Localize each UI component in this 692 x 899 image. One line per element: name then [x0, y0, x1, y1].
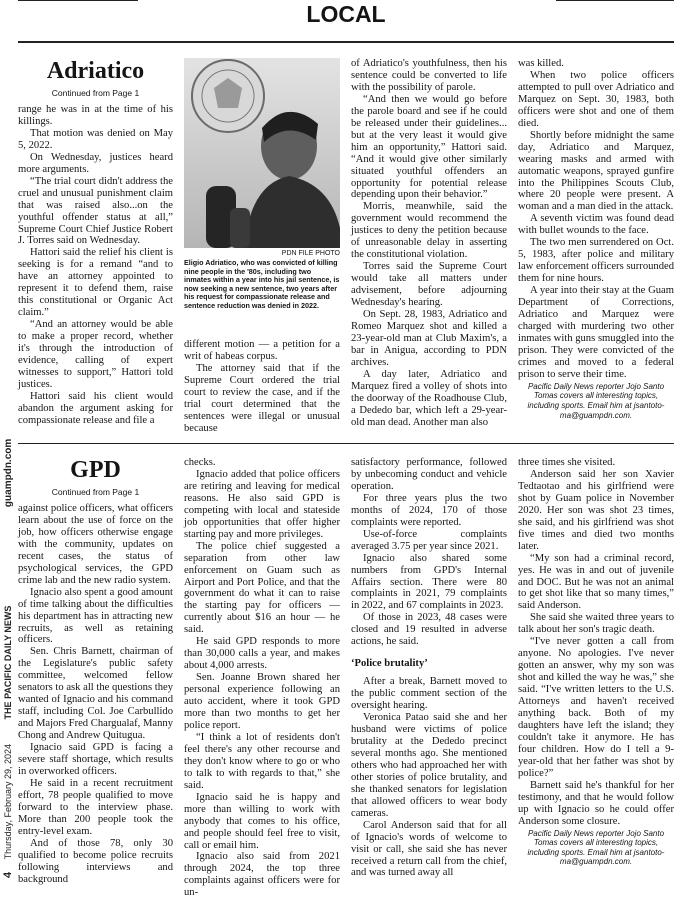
story2-col2	[184, 457, 340, 899]
paper-name: THE PACIFIC DAILY NEWS	[3, 605, 13, 720]
story2-paragraph: He said GPD responds to more than 30,000 calls a year, and makes about 4,000 arrests.	[184, 636, 340, 672]
story1-paragraph: On Sept. 28, 1983, Adriatico and Romeo Marquez shot and killed a 23-year-old man at Club Maxim's, a bar in Anigua, according to PDN archives.	[351, 309, 507, 368]
story2-paragraph: Anderson said her son Xavier Tedtaotao and his girlfriend were shot by Guam police in November 2020. Her son was shot 23 times, she said, and his girlfriend was shot five times and died two months later.	[518, 468, 674, 552]
story2-paragraph: “My son had a criminal record, yes. He was in and out of juvenile and DOC. But he was not an animal to get shot like that so many times,” said Anderson.	[518, 552, 674, 612]
masthead-rule-bottom	[18, 41, 674, 43]
story2-paragraph: “I think a lot of residents don't feel there's any other recourse and they don't know where to go or who to talk to with regards to that,” she said.	[184, 731, 340, 791]
story1-paragraph: A day later, Adriatico and Marquez fired a volley of shots into the doorway of the Roadhouse Club, a Dededo bar, which left a 29-year-old man dead. Another man also	[351, 368, 507, 428]
story1-paragraph: The two men surrendered on Oct. 5, 1983, after police and military law enforcement officers surrounded them for nine hours.	[518, 237, 674, 285]
story1-col4	[518, 58, 674, 420]
story2-continued: Continued from Page 1	[51, 487, 140, 497]
story1-paragraph: Hattori said his client would abandon the argument asking for compassionate release and file a	[18, 390, 173, 426]
photo-illustration	[184, 58, 340, 248]
story2-paragraph: For three years plus the two months of 2024, 170 of those complaints were reported.	[351, 492, 507, 528]
story2-headline: GPD	[70, 457, 121, 483]
story1-paragraph: The attorney said that if the Supreme Court ordered the trial court to review the case, and if the trial court determined that the sentences were illegal or unusual because	[184, 362, 340, 434]
story2-paragraph: “I've never gotten a call from anyone. No apologies. I've never gotten an answer, why my son was shot and killed the way he was,” she said. “I've written letters to the U.S. Attorneys and haven't received anything back. Both of my daughters have left the island; they couldn't take it anymore. He has four children. How do I tell a 9-year-old that her father was shot by police?”	[518, 636, 674, 779]
section-title: LOCAL	[306, 1, 386, 27]
edition-date: Thursday, February 29, 2024	[3, 743, 13, 860]
story1-paragraph: On Wednesday, justices heard more arguments.	[18, 151, 173, 175]
story1-paragraph: Hattori said the relief his client is seeking is for a remand “and to have an attorney appointed to represent it to defend them, raise this constitutional or Organic Act claim.”	[18, 247, 173, 319]
story2-paragraph: Ignacio also shared some numbers from GPD's Internal Affairs section. There were 80 complaints in 2021, 79 complaints in 2022, and 67 complaints in 2023.	[351, 552, 507, 612]
story1-col1	[18, 58, 173, 427]
story1-reporter-credit: Pacific Daily News reporter Jojo Santo Tomas covers all interesting topics, including sports. Email him at jsantoto-ma@guampdn.com.	[527, 381, 665, 420]
story2-paragraph: And of those 78, only 30 qualified to become police recruits following interviews and background	[18, 837, 173, 885]
story1-continued: Continued from Page 1	[51, 88, 140, 98]
story1-paragraph: Torres said the Supreme Court would take all matters under advisement, before adjourning Wednesday's hearing.	[351, 261, 507, 309]
story1-paragraph: “The trial court didn't address the cruel and unusual punishment claim that was raised also...on the youthful offender status at all,” Supreme Court Chief Justice Robert J. Torres said on Wednesday.	[18, 175, 173, 247]
story2-col3	[351, 457, 507, 879]
story2-paragraph: She said she waited three years to talk about her son's tragic death.	[518, 612, 674, 636]
story2-paragraph: Ignacio said he is happy and more than willing to work with anybody that comes to his office, and people should feel free to visit, call or email him.	[184, 791, 340, 851]
story1-col3	[351, 58, 507, 429]
story2-reporter-credit: Pacific Daily News reporter Jojo Santo Tomas covers all interesting topics, including sports. Email him at jsantoto-ma@guampdn.com.	[527, 828, 665, 867]
story1-paragraph: Shortly before midnight the same day, Adriatico and Marquez, wearing masks and armed with automatic weapons, sprayed gunfire into the Philippines Scouts Club, where 20 people were present. A woman and a man died in the attack.	[518, 129, 674, 213]
story1-paragraph: When two police officers attempted to pull over Adriatico and Marquez on Sept. 30, 1983, both officers were shot and one of them died.	[518, 69, 674, 129]
page-number: 4	[2, 871, 14, 878]
story2-paragraph: Ignacio said GPD is facing a severe staff shortage, which results in overworked officers.	[18, 742, 173, 777]
story1-paragraph: of Adriatico's youthfulness, then his sentence could be converted to life with the possibility of parole.	[351, 58, 507, 93]
story2-paragraph: Barnett said he's thankful for her testimony, and that he would follow up with Ignacio so he could offer Anderson some closure.	[518, 779, 674, 827]
story1-paragraph: A seventh victim was found dead with bullet wounds to the face.	[518, 213, 674, 237]
photo-caption: Eligio Adriatico, who was convicted of killing nine people in the '80s, including two inmates within a year into his jail sentence, is now seeking a new sentence, two years after his request for compassionate release and sentence reduction was denied in 2022.	[184, 258, 340, 310]
story2-paragraph: Ignacio added that police officers are retiring and leaving for medical reasons. He also said GPD is competing with local and stateside job opportunities that offer higher starting pay and more privileges.	[184, 468, 340, 540]
site-url: guampdn.com	[3, 438, 14, 508]
story1-headline: Adriatico	[46, 58, 145, 84]
story2-col1	[18, 457, 173, 886]
story2-paragraph: satisfactory performance, followed by unbecoming conduct and vehicle operation.	[351, 457, 507, 492]
story1-paragraph: That motion was denied on May 5, 2022.	[18, 127, 173, 151]
story2-paragraph: three times she visited.	[518, 457, 616, 468]
story1-paragraph: Morris, meanwhile, said the government would recommend the justices to deny the petition because of unreasonable delay in asserting the constitutional violation.	[351, 201, 507, 261]
story1-paragraph: was killed.	[518, 58, 564, 69]
story2-subhead: ‘Police brutality’	[351, 658, 428, 670]
story1-paragraph: A year into their stay at the Guam Department of Corrections, Adriatico and Marquez were charged with murdering two other inmates with guns smuggled into the prison. They were convicted of the crimes and moved to a federal prison to serve their time.	[518, 285, 674, 380]
story2-paragraph: Veronica Patao said she and her husband were victims of police brutality at the Dededo precinct several months ago. She mentioned others who had approached her with other stories of police brutality, and she thanked senators for legislation that allowed officers to wear body cameras.	[351, 712, 507, 819]
story2-paragraph: The police chief suggested a separation from other law enforcement on Guam such as Airport and Port Police, and that the government do what it can to raise the starting pay for officers — currently about $16 an hour — he said.	[184, 540, 340, 636]
story2-paragraph: Use-of-force complaints averaged 3.75 per year since 2021.	[351, 528, 507, 552]
story2-paragraph: Of those in 2023, 48 cases were closed and 19 resulted in adverse actions, he said.	[351, 612, 507, 648]
story2-paragraph: Sen. Chris Barnett, chairman of the Legislature's public safety committee, welcomed fellow senators to ask all the questions they wanted of Ignacio and his command staff, including Col. Joe Carbullido and Majors Fred Chargualaf, Manny Chong and Andrew Quitugua.	[18, 646, 173, 742]
story1-col2	[184, 339, 340, 435]
story2-paragraph: Ignacio also said from 2021 through 2024, the top three complaints against officers were for un-	[184, 851, 340, 899]
photo-credit: PDN FILE PHOTO	[281, 250, 340, 257]
story-separator	[18, 443, 674, 444]
story2-paragraph: Sen. Joanne Brown shared her personal experience following an auto accident, where it took GPD more than two months to get her police report.	[184, 672, 340, 731]
story1-paragraph: different motion — a petition for a writ of habeas corpus.	[184, 339, 340, 362]
story2-paragraph: After a break, Barnett moved to the public comment section of the oversight hearing.	[351, 676, 507, 712]
story1-paragraph: range he was in at the time of his killings.	[18, 104, 173, 127]
folio-sidebar	[0, 438, 16, 878]
story1-paragraph: “And then we would go before the parole board and see if he could be released under their guidelines... but at the very least it would give him an opportunity,” Hattori said. “And it would give other similarly situated youthful offenders an opportunity for potential release depending upon their behavior.”	[351, 93, 507, 201]
story1-photo	[184, 58, 340, 248]
story2-paragraph: He said in a recent recruitment effort, 78 people qualified to move forward to the interview phase. More than 200 people took the entry-level exam.	[18, 777, 173, 837]
story1-paragraph: “And an attorney would be able to make a proper record, whether it's through the introduction of evidence, calling of expert witnesses to support,” Hattori told justices.	[18, 319, 173, 390]
story2-paragraph: Carol Anderson said that for all of Ignacio's words of welcome to visit or call, she said she has never received a return call from the chief, and was turned away all	[351, 819, 507, 879]
story2-paragraph: against police officers, what officers learn about the use of force on the job, how officers otherwise engage with the community, updates on recent cases, the status of psychological services, the GPD crime lab and the new radio system.	[18, 503, 173, 586]
story2-paragraph: checks.	[184, 457, 216, 468]
story2-paragraph: Ignacio also spent a good amount of time talking about the difficulties his department has in attracting new recruits, as well as retaining officers.	[18, 586, 173, 646]
story2-col4	[518, 457, 674, 867]
